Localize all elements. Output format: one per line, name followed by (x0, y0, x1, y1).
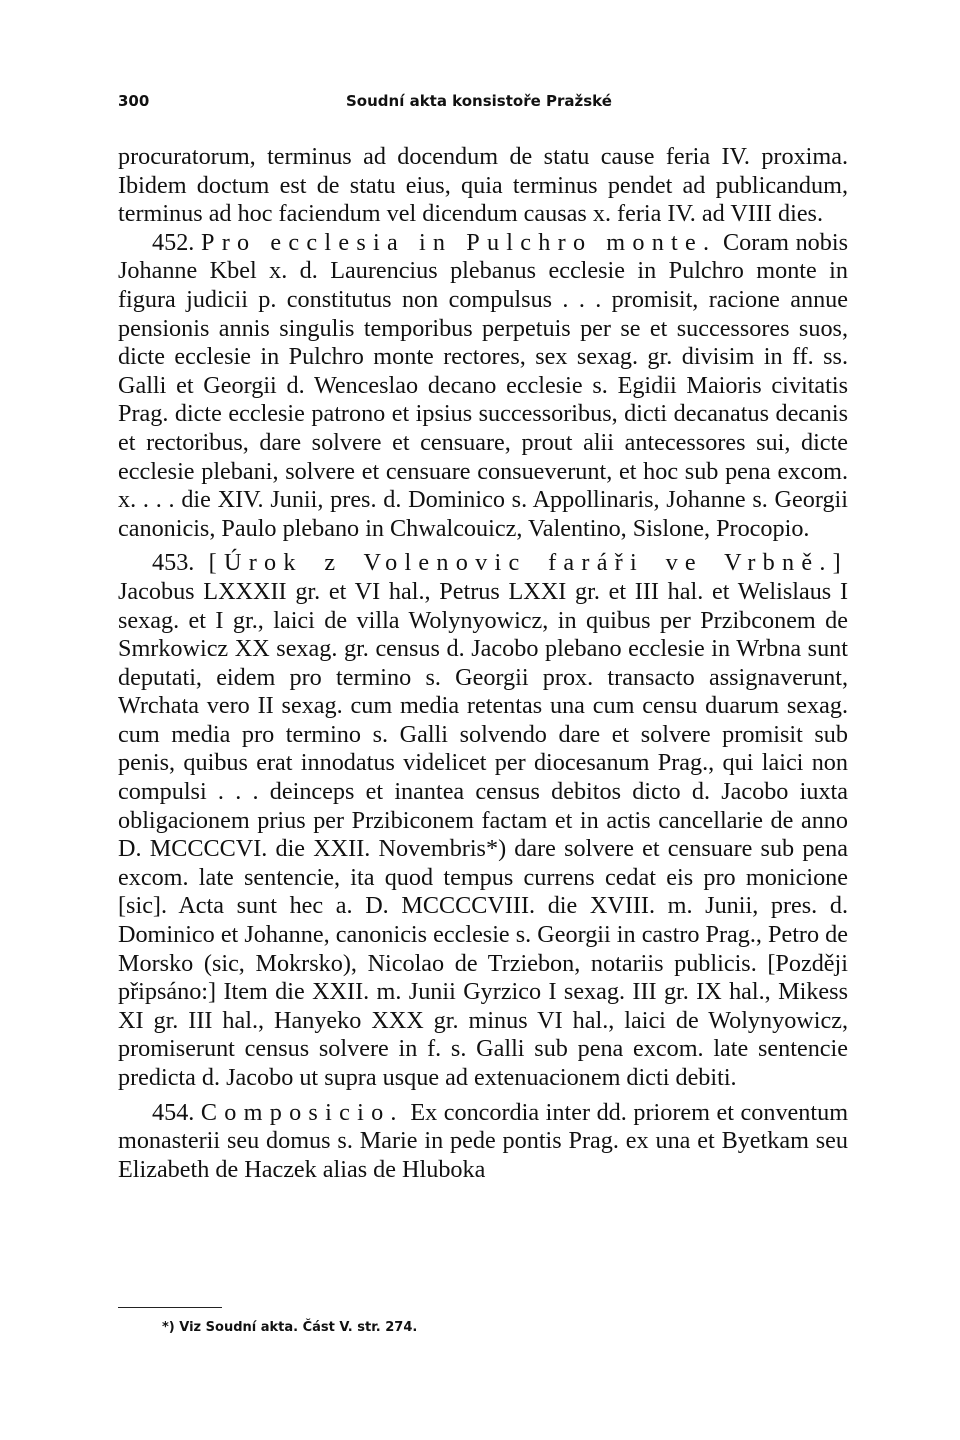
entry-number: 453. (152, 549, 195, 577)
footnote-divider (118, 1307, 222, 1308)
entry-title: Pro ecclesia in Pulchro monte. (201, 228, 717, 256)
continuation-paragraph: procuratorum, terminus ad docendum de statu cause feria IV. proxima. Ibidem doctum est de statu eius, quia terminus pendet ad publicandum, terminus ad hoc faciendum vel dicendum causas x. feria IV. ad VIII dies. (118, 143, 848, 228)
body-text (118, 143, 848, 1184)
entry-number: 454. (152, 1098, 195, 1126)
running-header (118, 92, 848, 116)
entry-text: Ex concordia inter dd. priorem et conventum monasterii seu domus s. Marie in pede pontis Prag. ex una et Byetkam seu Elizabeth de Haczek alias de Hluboka (118, 1098, 849, 1183)
entry-text: Coram nobis Johanne Kbel x. d. Laurencius plebanus ecclesie in Pulchro monte in figura judicii p. constitutus non compulsus . . . promisit, racione annue pensionis annis singulis temporibus perpetuis per se et successores suos, dicte ecclesie in Pulchro monte rectores, sex sexag. gr. divisim in ff. ss. Galli et Georgii d. Wenceslao decano ecclesie s. Egidii Maioris civitatis Prag. dicte ecclesie patrono et ipsius successoribus, dicti decanatus decanis et rectoribus, dare solvere et censuare, prout alii antecessores sui, dicte ecclesie plebani, solvere et censuare consueverunt, et hoc sub pena excom. x. . . . die XIV. Junii, pres. d. Dominico s. Appollinaris, Johanne s. Georgii canonicis, Paulo plebano in Chwalcouicz, Valentino, Sislone, Procopio. (118, 228, 848, 542)
entry-453 (118, 549, 848, 1092)
entry-452 (118, 229, 848, 544)
page-number: 300 (118, 92, 150, 110)
entry-number: 452. (152, 228, 195, 256)
entry-title: [Úrok z Volenovic faráři ve Vrbně.] (208, 549, 849, 577)
running-title: Soudní akta konsistoře Pražské (346, 92, 612, 110)
entry-text: Jacobus LXXXII gr. et VI hal., Petrus LXXI gr. et III hal. et Welislaus I sexag. et I gr., laici de villa Wolynyowicz, in quibus per Przibconem de Smrkowicz XX sexag. gr. census d. Jacobo plebano ecclesie in Wrbna sunt deputati, eidem pro termino s. Georgii prox. transacto assignaverunt, Wrchata vero II sexag. cum media retentas una cum censu duarum sexag. cum media pro termino s. Galli solvendo dare et solvere promisit sub penis, quibus erat innodatus videlicet per diocesanum Prag., qui laici non compulsi . . . deinceps et inantea census debitos dicto d. Jacobo iuxta obligacionem prius per Przibiconem factam et in actis cancellarie de anno D. MCCCCVI. die XXII. Novembris*) dare solvere et censuare sub pena excom. late sentencie, ita quod tempus currens cedat eis pro monicione [sic]. Acta sunt hec a. D. MCCCCVIII. die XVIII. m. Junii, pres. d. Dominico et Johanne, canonicis ecclesie s. Georgii in castro Prag., Petro de Morsko (sic, Mokrsko), Nicolao de Trziebon, notariis publicis. [Později připsáno:] Item die XXII. m. Junii Gyrzico I sexag. III gr. IX hal., Mikess XI gr. III hal., Hanyeko XXX gr. minus VI hal., laici de Wolynyowicz, promiserunt census solvere in f. s. Galli sub pena excom. late sentencie predicta d. Jacobo ut supra usque ad extenuacionem dicti debiti. (118, 577, 848, 1091)
footnote: *) Viz Soudní akta. Část V. str. 274. (162, 1320, 418, 1335)
entry-454 (118, 1099, 848, 1185)
entry-title: Composicio. (200, 1098, 404, 1126)
